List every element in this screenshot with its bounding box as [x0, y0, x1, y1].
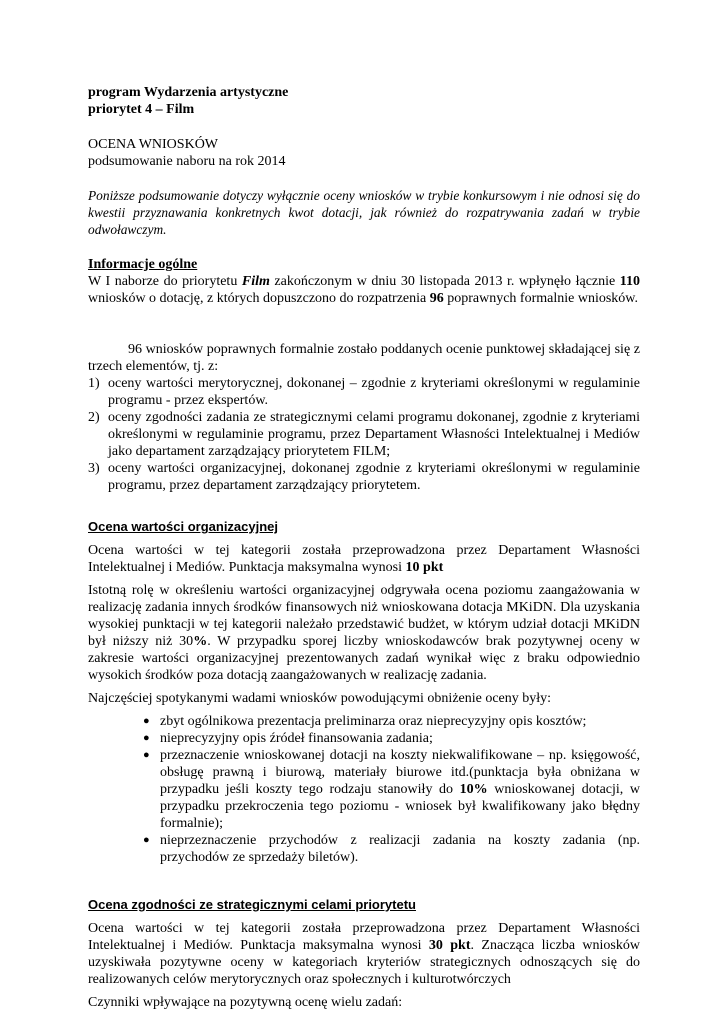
- list-item: ● nieprecyzyjny opis źródeł finansowania zadania;: [143, 731, 433, 746]
- list-item: ● nieprzeznaczenie przychodów z realizacji zadania na koszty zadania (np. przychodów ze sprzedaży biletów).: [143, 833, 640, 865]
- assessment-title: OCENA WNIOSKÓW: [88, 137, 219, 152]
- general-info-paragraph: W I naborze do priorytetu Film zakończonym w dniu 30 listopada 2013 r. wpłynęło łącznie 110 wniosków o dotację, z których dopuszczono do rozpatrzenia 96 poprawnych formalnie wniosków.: [88, 274, 641, 306]
- bullet-icon: ●: [143, 749, 150, 761]
- evaluation-intro-paragraph: 96 wniosków poprawnych formalnie zostało poddanych ocenie punktowej składającej się z trzech elementów, tj. z:: [88, 342, 640, 374]
- max-points-strategic: 30 pkt: [428, 938, 471, 953]
- intro-note: Poniższe podsumowanie dotyczy wyłącznie oceny wniosków w trybie konkursowym i nie odnosi się do kwestii przyznawania konkretnych kwot dotacji, jak również do rozpatrywania zadań w trybie odwoławczym.: [88, 188, 640, 237]
- organizational-paragraph-3: Najczęściej spotykanymi wadami wniosków powodującymi obniżenie oceny były:: [88, 691, 552, 706]
- section-heading-organizational: Ocena wartości organizacyjnej: [88, 519, 279, 534]
- criteria-item: 2) oceny zgodności zadania ze strategicznymi celami programu dokonanej, zgodnie z kryteriami określonymi w regulaminie programu, przez Departament Własności Intelektualnej i Mediów jako departament zarządzający priorytetem FILM;: [88, 410, 640, 459]
- organizational-paragraph-1: Ocena wartości w tej kategorii została przeprowadzona przez Departament Własności Intelektualnej i Mediów. Punktacja maksymalna wynosi 10 pkt: [88, 543, 640, 575]
- section-heading-general-info: Informacje ogólne: [88, 257, 198, 272]
- program-title: program Wydarzenia artystyczne: [88, 85, 289, 100]
- strategic-paragraph-2: Czynniki wpływające na pozytywną ocenę wielu zadań:: [88, 995, 403, 1010]
- priority-title: priorytet 4 – Film: [88, 102, 195, 117]
- bullet-icon: ●: [143, 834, 150, 846]
- criteria-list: [88, 375, 640, 494]
- criteria-item: 1) oceny wartości merytorycznej, dokonanej – zgodnie z kryteriami określonymi w regulaminie programu - przez ekspertów.: [88, 376, 640, 408]
- criteria-item: 3) oceny wartości organizacyjnej, dokonanej zgodnie z kryteriami określonymi w regulaminie programu, przez departament zarządzający priorytetem.: [88, 461, 640, 493]
- assessment-subtitle: podsumowanie naboru na rok 2014: [88, 154, 286, 169]
- film-label: Film: [241, 274, 270, 289]
- bullet-icon: ●: [143, 715, 150, 727]
- strategic-paragraph-1: Ocena wartości w tej kategorii została przeprowadzona przez Departament Własności Intelektualnej i Mediów. Punktacja maksymalna wynosi 30 pkt. Znacząca liczba wniosków uzyskiwała pozytywne oceny w kategoriach kryteriów strategicznych odnoszących się do realizowanych celów merytorycznych oraz społecznych i kulturotwórczych: [88, 921, 640, 987]
- list-item: ● zbyt ogólnikowa prezentacja preliminarza oraz nieprecyzyjny opis kosztów;: [143, 714, 587, 729]
- list-item: ● przeznaczenie wnioskowanej dotacji na koszty niekwalifikowane – np. księgowość, obsługę prawną i biurową, materiały biurowe itd.(punktacja była obniżana w przypadku jeśli koszty tego rodzaju stanowiły do 10% wnioskowanej dotacji, w przypadku przekroczenia tego poziomu - wniosek był kwalifikowany jako błędny formalnie);: [143, 748, 640, 831]
- max-points-organizational: 10 pkt: [405, 560, 444, 575]
- bullet-icon: ●: [143, 732, 150, 744]
- accepted-applications: 96: [429, 291, 444, 306]
- organizational-paragraph-2: Istotną rolę w określeniu wartości organizacyjnej odgrywała ocena poziomu zaangażowania w realizację zadania innych środków finansowych niż wnioskowana dotacja MKiDN. Dla uzyskania wysokiej punktacji w tej kategorii należało przedstawić budżet, w którym udział dotacji MKiDN był niższy niż 30%. W przypadku sporej liczby wnioskodawców brak pozytywnej oceny w zakresie wartości organizacyjnej prezentowanych zadań wynikał więc z braku odpowiednio wysokich środków poza dotacją zaangażowanych w realizację zadania.: [88, 583, 641, 683]
- total-applications: 110: [619, 274, 641, 289]
- defects-list: [88, 713, 640, 866]
- section-heading-strategic: Ocena zgodności ze strategicznymi celami priorytetu: [88, 897, 416, 912]
- document-page: [88, 84, 640, 1011]
